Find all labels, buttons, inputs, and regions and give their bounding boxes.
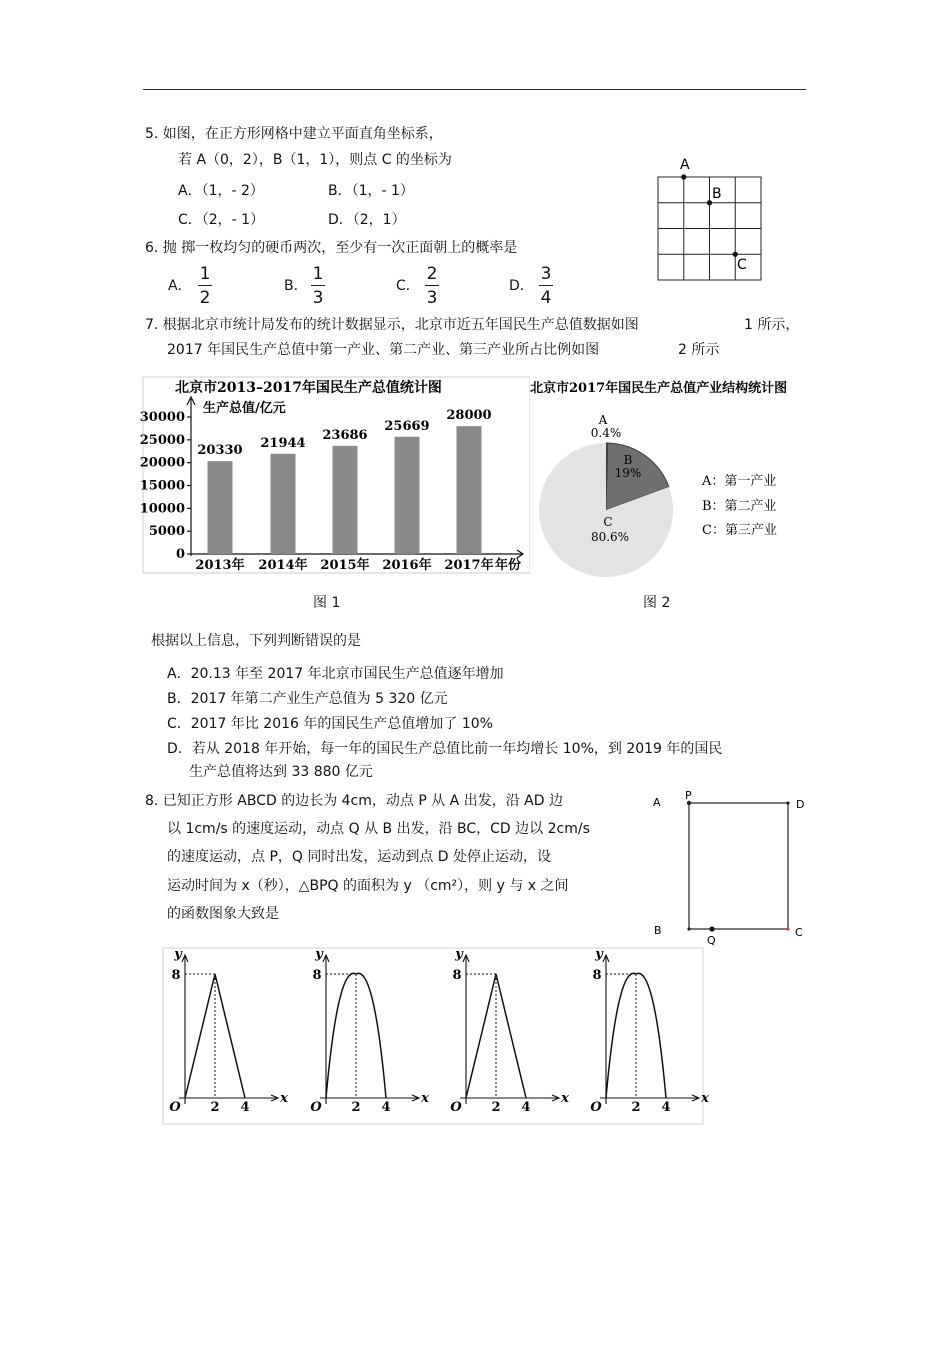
- q5-grid-figure: [650, 150, 770, 285]
- q7-stem2-tail: 2 所示: [678, 342, 720, 358]
- label-a: A: [653, 796, 661, 809]
- bar-chart-xlabel: 年份: [495, 558, 522, 573]
- bar-2013年: [208, 461, 233, 554]
- square-abcd: [689, 803, 788, 929]
- bar-chart-ylabel: 生产总值/亿元: [203, 401, 286, 416]
- origin-label: O: [169, 1100, 181, 1115]
- q7-stem-line2: 2017 年国民生产总值中第一产业、第二产业、第三产业所占比例如图: [167, 342, 600, 358]
- bar-2017年: [457, 426, 482, 554]
- x-value-2: 2: [210, 1100, 220, 1115]
- x-value-4: 4: [521, 1100, 531, 1115]
- y-tick-label: 0: [175, 547, 185, 562]
- pie-label-b: B: [623, 453, 633, 467]
- bar-chart-title: 北京市2013–2017年国民生产总值统计图: [175, 380, 442, 396]
- origin-label: O: [310, 1100, 322, 1115]
- y-value-8: 8: [592, 968, 602, 983]
- vertex-b: [687, 927, 690, 930]
- y-tick-label: 30000: [139, 410, 185, 425]
- x-tick-label: 2013年: [195, 558, 245, 573]
- q6-fraction-c: 2 3: [426, 264, 438, 308]
- q6-letter-c: C．: [396, 278, 420, 294]
- x-tick-label: 2014年: [258, 558, 308, 573]
- q6-letter-d: D．: [509, 278, 534, 294]
- x-label: x: [280, 1091, 288, 1106]
- q8-line3: 的速度运动，点 P，Q 同时出发，运动到点 D 处停止运动，设: [167, 849, 552, 865]
- pie-label-a: A: [598, 413, 608, 427]
- x-tick-label: 2016年: [382, 558, 432, 573]
- x-value-2: 2: [491, 1100, 501, 1115]
- q8-line1: 8. 已知正方形 ABCD 的边长为 4cm，动点 P 从 A 出发，沿 AD 边: [145, 793, 563, 809]
- q5-option-c: C．（2，- 1）: [178, 212, 265, 228]
- bar-value-label: 28000: [446, 408, 492, 424]
- point-a: [681, 174, 686, 179]
- x-tick-label: 2015年: [320, 558, 370, 573]
- q6-letter-a: A．: [168, 278, 192, 294]
- y-label: y: [455, 947, 463, 962]
- x-label: x: [701, 1091, 709, 1106]
- vertex-d: [786, 801, 789, 804]
- q7-option-d: D．若从 2018 年开始，每一年的国民生产总值比前一年均增长 10%，到 2019 年的国民: [167, 741, 723, 757]
- pie-value-c: 80.6%: [590, 530, 630, 544]
- q6-stem: 6. 抛 掷一枚均匀的硬币两次，至少有一次正面朝上的概率是: [145, 240, 518, 256]
- bar-2015年: [333, 446, 358, 554]
- x-label: x: [561, 1091, 569, 1106]
- y-label: y: [315, 947, 323, 962]
- q5-option-d: D．（2，1）: [328, 212, 406, 228]
- bar-chart-xlabels: [195, 557, 493, 573]
- industry-pie-chart: [530, 377, 818, 573]
- label-d: D: [796, 798, 805, 811]
- q8-line2: 以 1cm/s 的速度运动，动点 Q 从 B 出发，沿 BC，CD 边以 2cm/s: [167, 821, 590, 837]
- bar-value-label: 20330: [197, 443, 243, 459]
- pie-chart-title: 北京市2017年国民生产总值产业结构统计图: [530, 381, 788, 396]
- q7-option-a: A．20.13 年至 2017 年北京市国民生产总值逐年增加: [167, 666, 504, 682]
- pie-legend-b: B：第二产业: [702, 499, 777, 514]
- q7-option-d-line2: 生产总值将达到 33 880 亿元: [189, 764, 373, 780]
- q7-question: 根据以上信息，下列判断错误的是: [151, 633, 361, 649]
- q6-fraction-b: 1 3: [312, 264, 324, 308]
- y-value-8: 8: [171, 968, 181, 983]
- x-value-4: 4: [240, 1100, 250, 1115]
- pie-label-c: C: [603, 515, 613, 529]
- origin-label: O: [450, 1100, 462, 1115]
- top-rule: [143, 89, 806, 90]
- label-q: Q: [707, 934, 716, 947]
- fig1-caption: 图 1: [313, 595, 341, 611]
- y-tick-label: 10000: [139, 501, 185, 517]
- x-value-2: 2: [631, 1100, 641, 1115]
- label-b: B: [654, 924, 662, 937]
- y-tick-label: 20000: [139, 455, 185, 471]
- y-value-8: 8: [452, 968, 462, 983]
- x-value-4: 4: [661, 1100, 671, 1115]
- y-tick-label: 15000: [139, 478, 185, 494]
- q8-line5: 的函数图象大致是: [167, 906, 279, 922]
- x-value-4: 4: [381, 1100, 391, 1115]
- q5-stem-line2: 若 A（0，2），B（1，1），则点 C 的坐标为: [178, 152, 452, 168]
- y-label: y: [174, 947, 182, 962]
- q5-stem: 5. 如图，在正方形网格中建立平面直角坐标系，: [145, 126, 443, 142]
- q6-letter-b: B．: [284, 278, 308, 294]
- fig2-caption: 图 2: [643, 595, 671, 611]
- q8-option-graphs: [163, 947, 709, 1124]
- x-value-2: 2: [351, 1100, 361, 1115]
- q7-stem: 7. 根据北京市统计局发布的统计数据显示，北京市近五年国民生产总值数据如图: [145, 317, 639, 333]
- bar-value-label: 21944: [260, 435, 306, 451]
- pie-value-b: 19%: [614, 466, 642, 480]
- y-tick-label: 5000: [148, 524, 185, 540]
- x-label: x: [421, 1091, 429, 1106]
- origin-label: O: [590, 1100, 602, 1115]
- label-c: C: [737, 257, 747, 273]
- gdp-bar-chart: [139, 377, 530, 573]
- x-tick-label: 2017年: [444, 558, 494, 573]
- point-q: [709, 926, 714, 931]
- q8-square-figure: [648, 786, 813, 946]
- bar-2016年: [395, 437, 420, 554]
- label-a: A: [680, 157, 690, 173]
- pie-chart-slices: [539, 443, 673, 577]
- y-value-8: 8: [312, 968, 322, 983]
- q6-fraction-a: 1 2: [199, 264, 211, 308]
- q7-stem-tail: 1 所示，: [744, 317, 800, 333]
- bar-value-label: 25669: [384, 418, 430, 434]
- label-c: C: [795, 926, 803, 939]
- q6-fraction-d: 3 4: [540, 264, 552, 308]
- q5-option-a: A．（1，- 2）: [178, 183, 264, 199]
- bar-value-label: 23686: [322, 427, 368, 443]
- pie-legend-c: C：第三产业: [702, 523, 777, 538]
- label-p: P: [685, 789, 692, 802]
- q5-option-b: B．（1，- 1）: [328, 183, 414, 199]
- q8-line4: 运动时间为 x（秒），△BPQ 的面积为 y （cm²），则 y 与 x 之间: [167, 878, 569, 894]
- pie-value-a: 0.4%: [590, 426, 622, 440]
- label-b: B: [712, 186, 722, 202]
- vertex-c: [786, 927, 789, 930]
- q7-option-c: C．2017 年比 2016 年的国民生产总值增加了 10%: [167, 716, 493, 732]
- y-label: y: [595, 947, 603, 962]
- q7-option-b: B．2017 年第二产业生产总值为 5 320 亿元: [167, 691, 448, 707]
- pie-legend-a: A：第一产业: [702, 474, 777, 489]
- bar-2014年: [271, 454, 296, 554]
- y-tick-label: 25000: [139, 432, 185, 448]
